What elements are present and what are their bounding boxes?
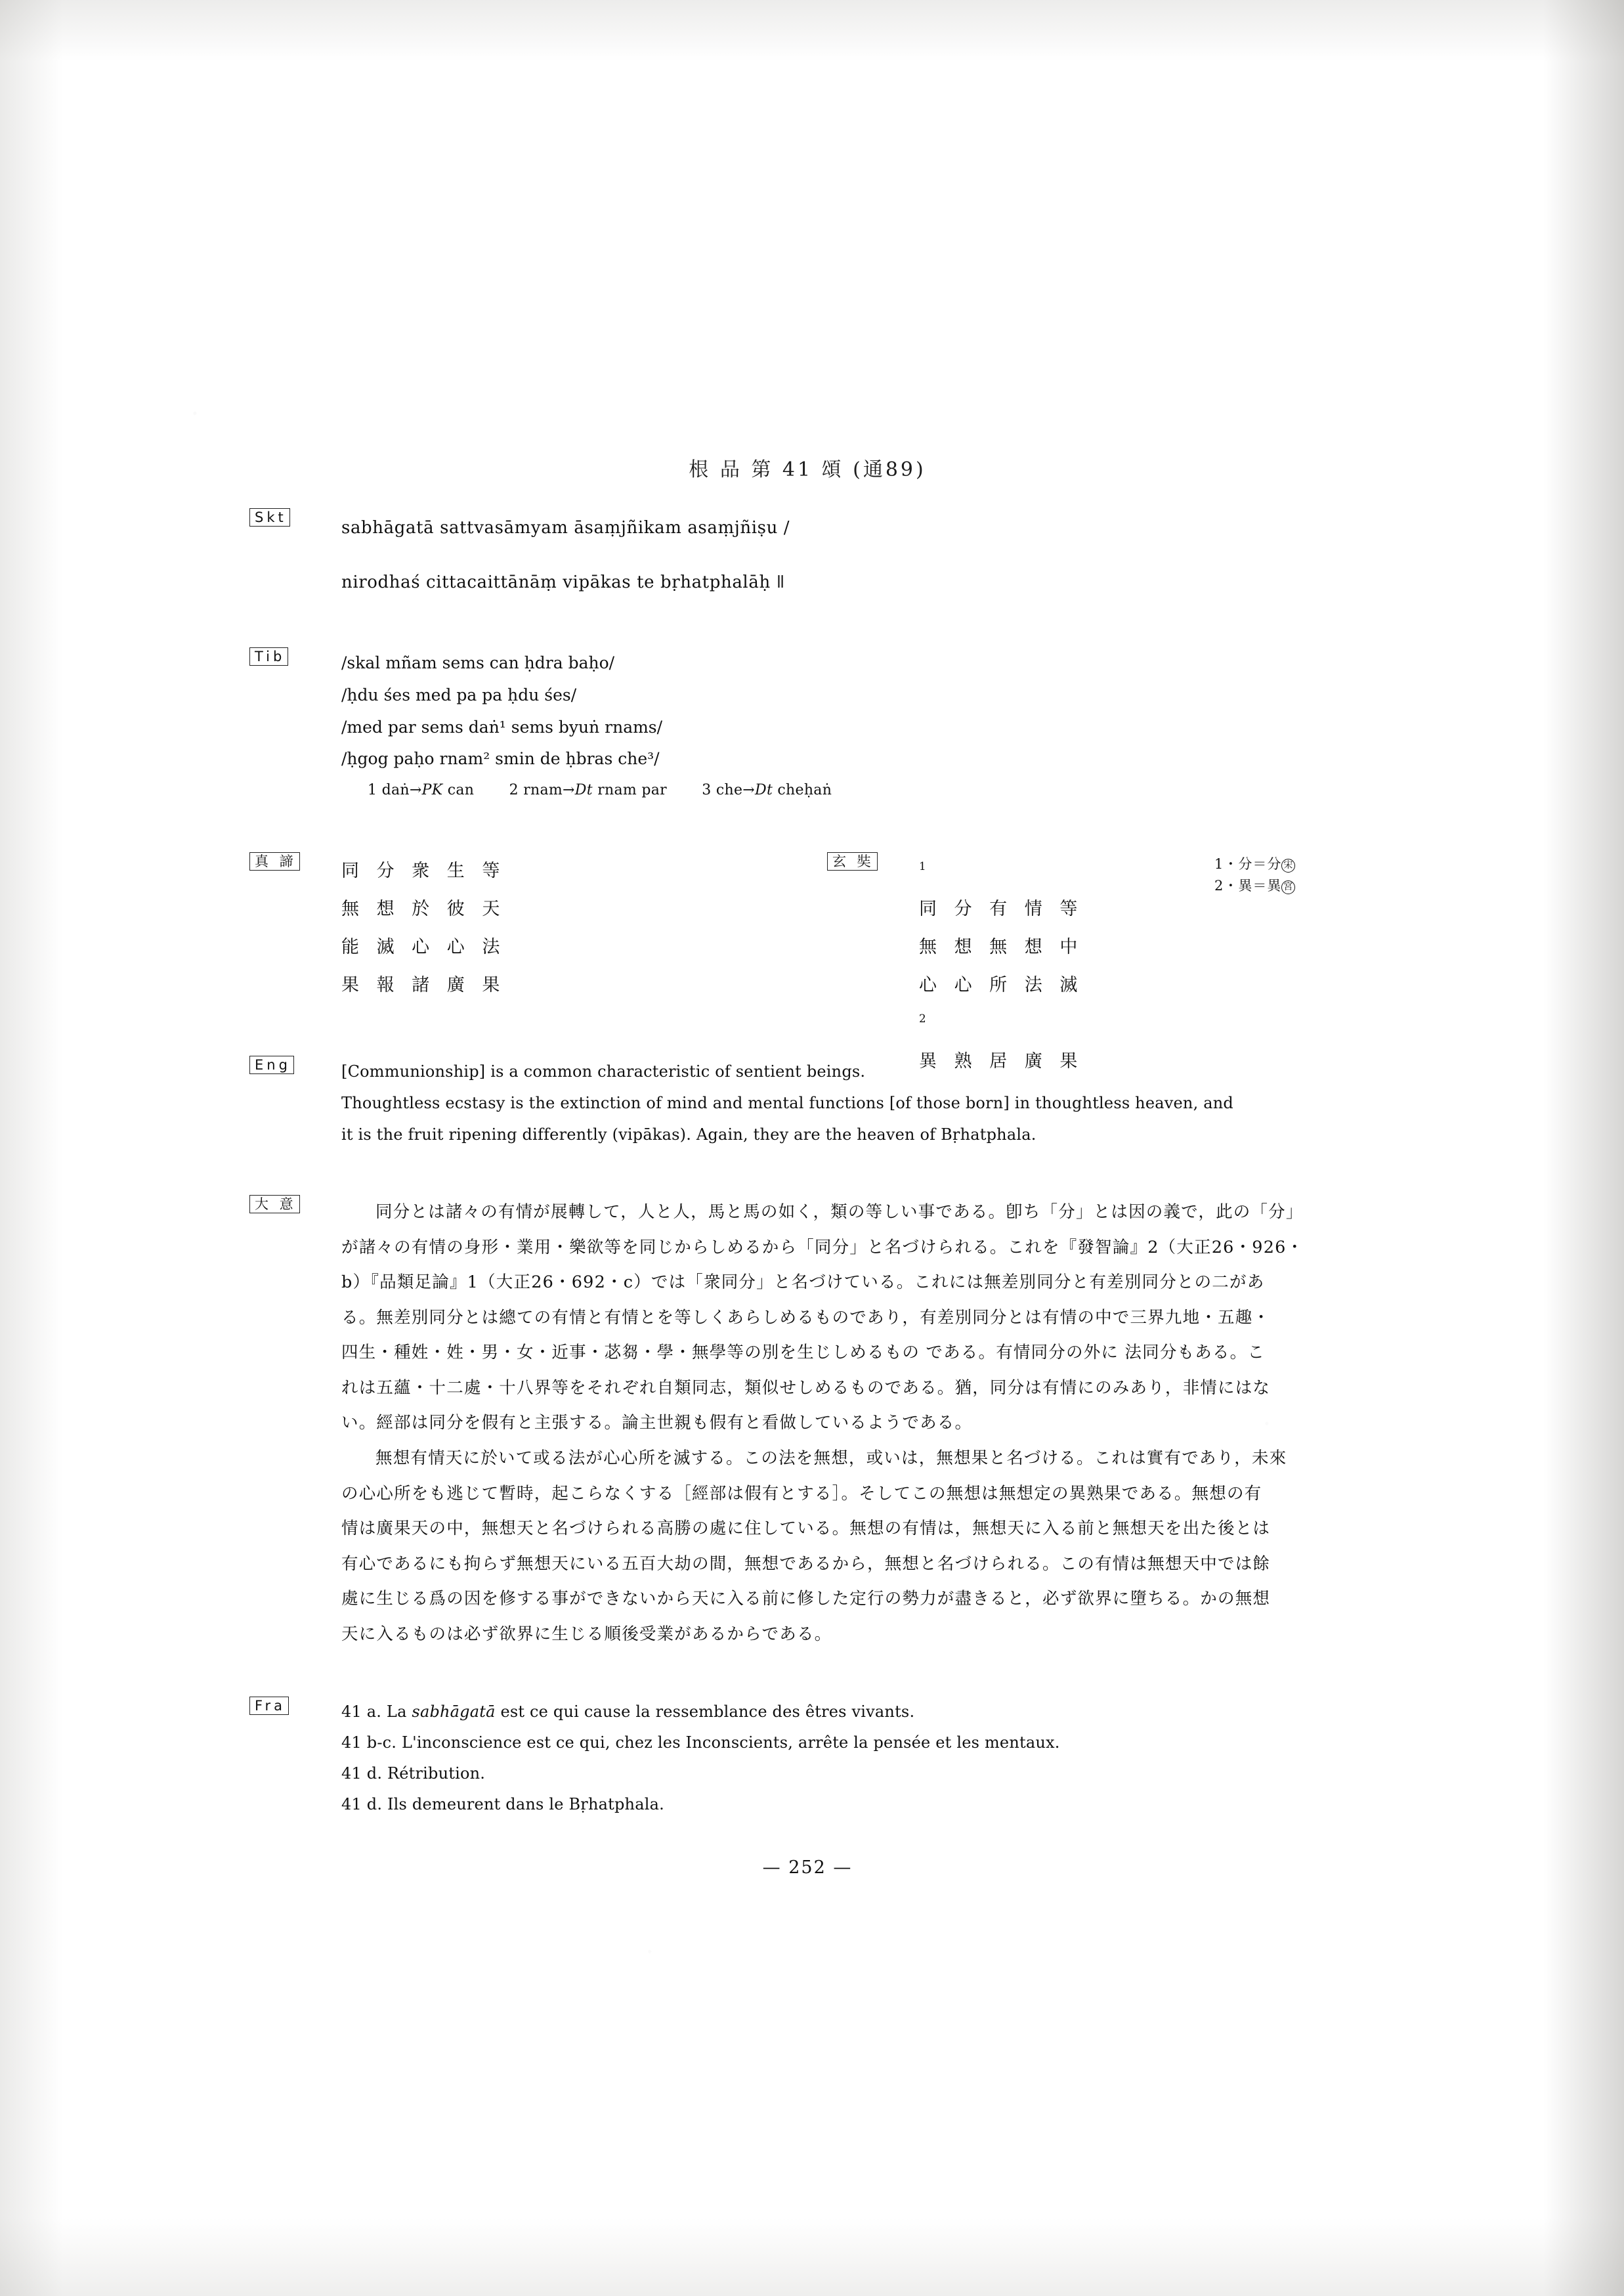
xuanzang-mark-1: 1 [919, 859, 932, 873]
xuanzang-line-2: 無 想 無 想 中 [919, 937, 1084, 958]
xuanzang-verse [919, 852, 1083, 1081]
japanese-p1-line-2: が諸々の有情の身形・業用・樂欲等を同じからしめるから「同分」と名づけられる。これを『發智論』2（大正26・926・ [341, 1237, 1304, 1257]
japanese-p2-line-4: 有心であるにも拘らず無想天にいる五百大劫の間，無想であるから，無想と名づけられる。この有情は無想天中では餘 [341, 1553, 1271, 1574]
sanskrit-body [341, 508, 1398, 603]
french-line-3: 41 d. Rétribution. [341, 1764, 486, 1783]
japanese-p2-line-3: 情は廣果天の中，無想天と名づけられる高勝の處に住している。無想の有情は，無想天に入る前と無想天を出た後とは [341, 1519, 1271, 1539]
page-content [256, 453, 1398, 1878]
variant-note-1-rest: can [447, 782, 475, 799]
scan-shadow-right [1526, 0, 1624, 2296]
tag-xuanzang-wrap [827, 852, 878, 871]
paramartha-line-3: 能 滅 心 心 法 [341, 937, 506, 958]
tag-tibetan-wrap [249, 647, 322, 666]
xuanzang-line-3: 心 心 所 法 滅 [919, 975, 1084, 996]
variant-note-1-text: daṅ→ [381, 782, 422, 799]
tag-japanese: 大 意 [249, 1195, 300, 1213]
japanese-p2-line-6: 天に入るものは必ず欲界に生じる順後受業があるからである。 [341, 1624, 832, 1644]
french-line-2: 41 b-c. L'inconscience est ce qui, chez les Inconscients, arrête la pensée et les mentaux. [341, 1733, 1060, 1752]
tag-japanese-wrap [249, 1195, 322, 1213]
tag-sanskrit-wrap [249, 508, 322, 527]
variant-note-2-text: rnam→ [523, 782, 575, 799]
variant-note-3-rest: cheḥaṅ [777, 782, 832, 799]
tag-xuanzang: 玄 奘 [827, 852, 878, 871]
tibetan-line-3: /med par sems daṅ¹ sems byuṅ rnams/ [341, 717, 663, 737]
scan-shadow-bottom [0, 2204, 1624, 2296]
variant-mark-gong: 宮 [1281, 880, 1295, 894]
english-line-1: [Communionship] is a common characteristic of sentient beings. [341, 1062, 866, 1081]
section-tibetan [256, 647, 1398, 798]
xuanzang-mark-2: 2 [919, 1012, 932, 1026]
section-french [256, 1697, 1398, 1819]
chinese-variant-note-2: 2・異＝異 宮 [1214, 875, 1295, 897]
japanese-p1-line-1: 同分とは諸々の有情が展轉して，人と人，馬と馬の如く，類の等しい事である。卽ち「分」とは因の義で，此の「分」 [375, 1202, 1304, 1223]
section-japanese [256, 1195, 1398, 1652]
page-title: 根 品 第 41 頌 (通89) [689, 458, 926, 481]
variant-note-1-num: 1 [368, 782, 377, 799]
tibetan-line-1: /skal mñam sems can ḥdra baḥo/ [341, 653, 615, 673]
section-sanskrit [256, 508, 1398, 603]
variant-note-1-src: PK [421, 782, 443, 799]
japanese-p2-line-5: 處に生じる爲の因を修する事ができないから天に入る前に修した定行の勢力が盡きると，必ず欲界に墮ちる。かの無想 [341, 1589, 1271, 1609]
english-line-3: it is the fruit ripening differently (vipākas). Again, they are the heaven of Bṛhatphala. [341, 1125, 1036, 1144]
japanese-p1-line-7: い。經部は同分を假有と主張する。論主世親も假有と看做しているようである。 [341, 1413, 973, 1433]
scan-shadow-left [0, 0, 79, 2296]
page-number: — 252 — [762, 1857, 853, 1878]
sanskrit-line-1: sabhāgatā sattvasāmyam āsaṃjñikam asaṃjñiṣu / [341, 518, 790, 538]
paramartha-line-4: 果 報 諸 廣 果 [341, 975, 506, 996]
scan-shadow-top [0, 0, 1624, 72]
variant-note-3-text: che→ [716, 782, 756, 799]
xuanzang-line-1: $^1$ 同 分 有 情 等 [919, 859, 1084, 920]
french-line-4: 41 d. Ils demeurent dans le Bṛhatphala. [341, 1794, 664, 1813]
english-line-2: Thoughtless ecstasy is the extinction of mind and mental functions [of those born] in thoughtless heaven, and [341, 1094, 1233, 1113]
japanese-p1-line-6: れは五蘊・十二處・十八界等をそれぞれ自類同志，類似せしめるものである。猶，同分は有情にのみあり，非情にはな [341, 1377, 1271, 1398]
japanese-p1-line-5: 四生・種姓・姓・男・女・近事・苾芻・學・無學等の別を生じしめるもの である。有情同分の外に 法同分もある。こ [341, 1343, 1266, 1363]
tibetan-line-2: /ḥdu śes med pa pa ḥdu śes/ [341, 685, 577, 704]
japanese-p1-line-3: b）『品類足論』1（大正26・692・c）では「衆同分」と名づけている。これには無差別同分と有差別同分との二があ [341, 1272, 1265, 1293]
paramartha-verse [341, 852, 505, 1005]
section-english [256, 1056, 1398, 1150]
tag-sanskrit: Skt [249, 508, 290, 527]
variant-note-2-num: 2 [509, 782, 519, 799]
paramartha-line-2: 無 想 於 彼 天 [341, 899, 506, 920]
tag-french: Fra [249, 1697, 289, 1715]
variant-note-3-src: Dt [755, 782, 773, 799]
chinese-variant-notes [1214, 854, 1295, 896]
japanese-body [341, 1195, 1398, 1652]
tibetan-line-4: /ḥgog paḥo rnam² smin de ḥbras che³/ [341, 749, 660, 769]
tibetan-variant-notes [368, 782, 1398, 798]
xuanzang-line-4: $^2$ 異 熟 居 廣 果 [919, 1012, 1084, 1072]
french-line-1: 41 a. La sabhāgatā est ce qui cause la ressemblance des êtres vivants. [341, 1702, 915, 1722]
tibetan-body [341, 647, 1398, 798]
sanskrit-line-2: nirodhaś cittacaittānāṃ vipākas te bṛhatphalāḥ ǁ [341, 573, 786, 593]
french-body [341, 1697, 1398, 1819]
paramartha-line-1: 同 分 衆 生 等 [341, 861, 506, 882]
japanese-p2-line-2: の心心所をも逃じて暫時，起こらなくする［經部は假有とする］。そしてこの無想は無想定の異熟果である。無想の有 [341, 1483, 1262, 1504]
tag-tibetan: Tib [249, 647, 288, 666]
tag-french-wrap [249, 1697, 322, 1715]
variant-note-3-num: 3 [702, 782, 712, 799]
chinese-variant-note-1: 1・分＝分 宋 [1214, 854, 1295, 875]
tag-paramartha: 真 諦 [249, 852, 300, 871]
variant-note-2-src: Dt [574, 782, 593, 799]
tag-paramartha-wrap [249, 852, 300, 871]
variant-mark-song: 宋 [1281, 859, 1295, 873]
japanese-p1-line-4: る。無差別同分とは總ての有情と有情とを等しくあらしめるものであり，有差別同分とは有情の中で三界九地・五趣・ [341, 1307, 1271, 1328]
english-body [341, 1056, 1398, 1150]
tag-english-wrap [249, 1056, 322, 1074]
tag-english: Eng [249, 1056, 294, 1074]
variant-note-2-rest: rnam par [597, 782, 667, 799]
japanese-p2-line-1: 無想有情天に於いて或る法が心心所を滅する。この法を無想，或いは，無想果と名づける。これは實有であり，未來 [375, 1448, 1287, 1469]
